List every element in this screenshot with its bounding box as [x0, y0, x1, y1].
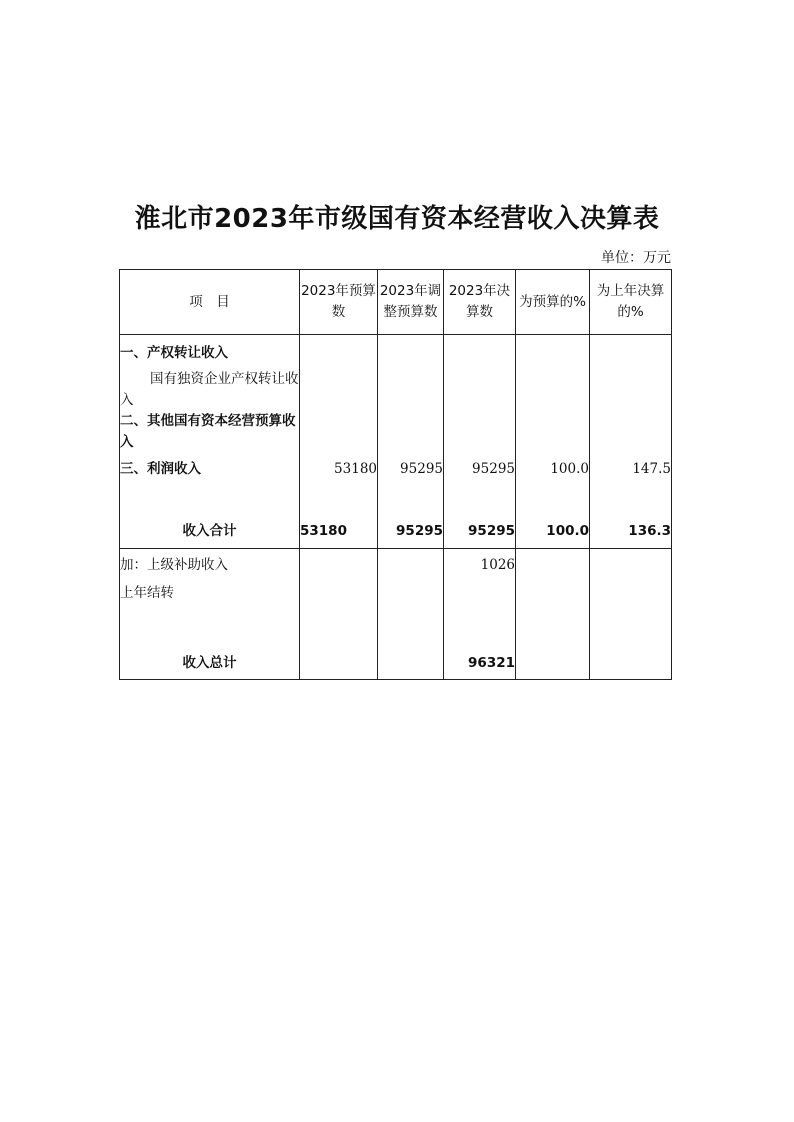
table-row	[120, 453, 672, 517]
cell-pct-budget: 100.0	[516, 517, 590, 549]
row-label: 上年结转	[120, 583, 300, 653]
row-label: 加：上级补助收入	[120, 549, 300, 584]
table-row-grand-total	[120, 653, 672, 680]
row-label-text: 国有独资企业产权转让收入	[120, 371, 299, 408]
row-label: 一、产权转让收入	[120, 335, 300, 370]
header-adjusted: 2023年调整预算数	[378, 270, 444, 335]
cell-final: 96321	[444, 653, 516, 680]
header-pct-budget: 为预算的%	[516, 270, 590, 335]
unit-label: 单位：万元	[601, 250, 671, 266]
table-row	[120, 335, 672, 370]
cell-adjusted: 95295	[378, 517, 444, 549]
cell-final: 1026	[444, 549, 516, 584]
row-label: 收入总计	[120, 653, 300, 680]
header-pct-last-year: 为上年决算的%	[590, 270, 672, 335]
header-item: 项 目	[120, 270, 300, 335]
revenue-table	[119, 269, 672, 680]
cell-final: 95295	[444, 517, 516, 549]
row-label: 收入合计	[120, 517, 300, 549]
table-header-row	[120, 270, 672, 335]
row-label: 二、其他国有资本经营预算收入	[120, 411, 300, 453]
table-row	[120, 549, 672, 584]
cell-budget: 53180	[300, 453, 378, 517]
row-label: 三、利润收入	[120, 453, 300, 517]
table-row	[120, 411, 672, 453]
cell-final: 95295	[444, 453, 516, 517]
page-title: 淮北市2023年市级国有资本经营收入决算表	[134, 204, 660, 234]
cell-budget: 53180	[300, 517, 378, 549]
row-label	[120, 369, 300, 411]
header-budget: 2023年预算数	[300, 270, 378, 335]
table-row	[120, 369, 672, 411]
table-row	[120, 583, 672, 653]
table-row-total	[120, 517, 672, 549]
cell-pct-last-year: 147.5	[590, 453, 672, 517]
cell-adjusted: 95295	[378, 453, 444, 517]
cell-pct-last-year: 136.3	[590, 517, 672, 549]
cell-pct-budget: 100.0	[516, 453, 590, 517]
header-final: 2023年决算数	[444, 270, 516, 335]
